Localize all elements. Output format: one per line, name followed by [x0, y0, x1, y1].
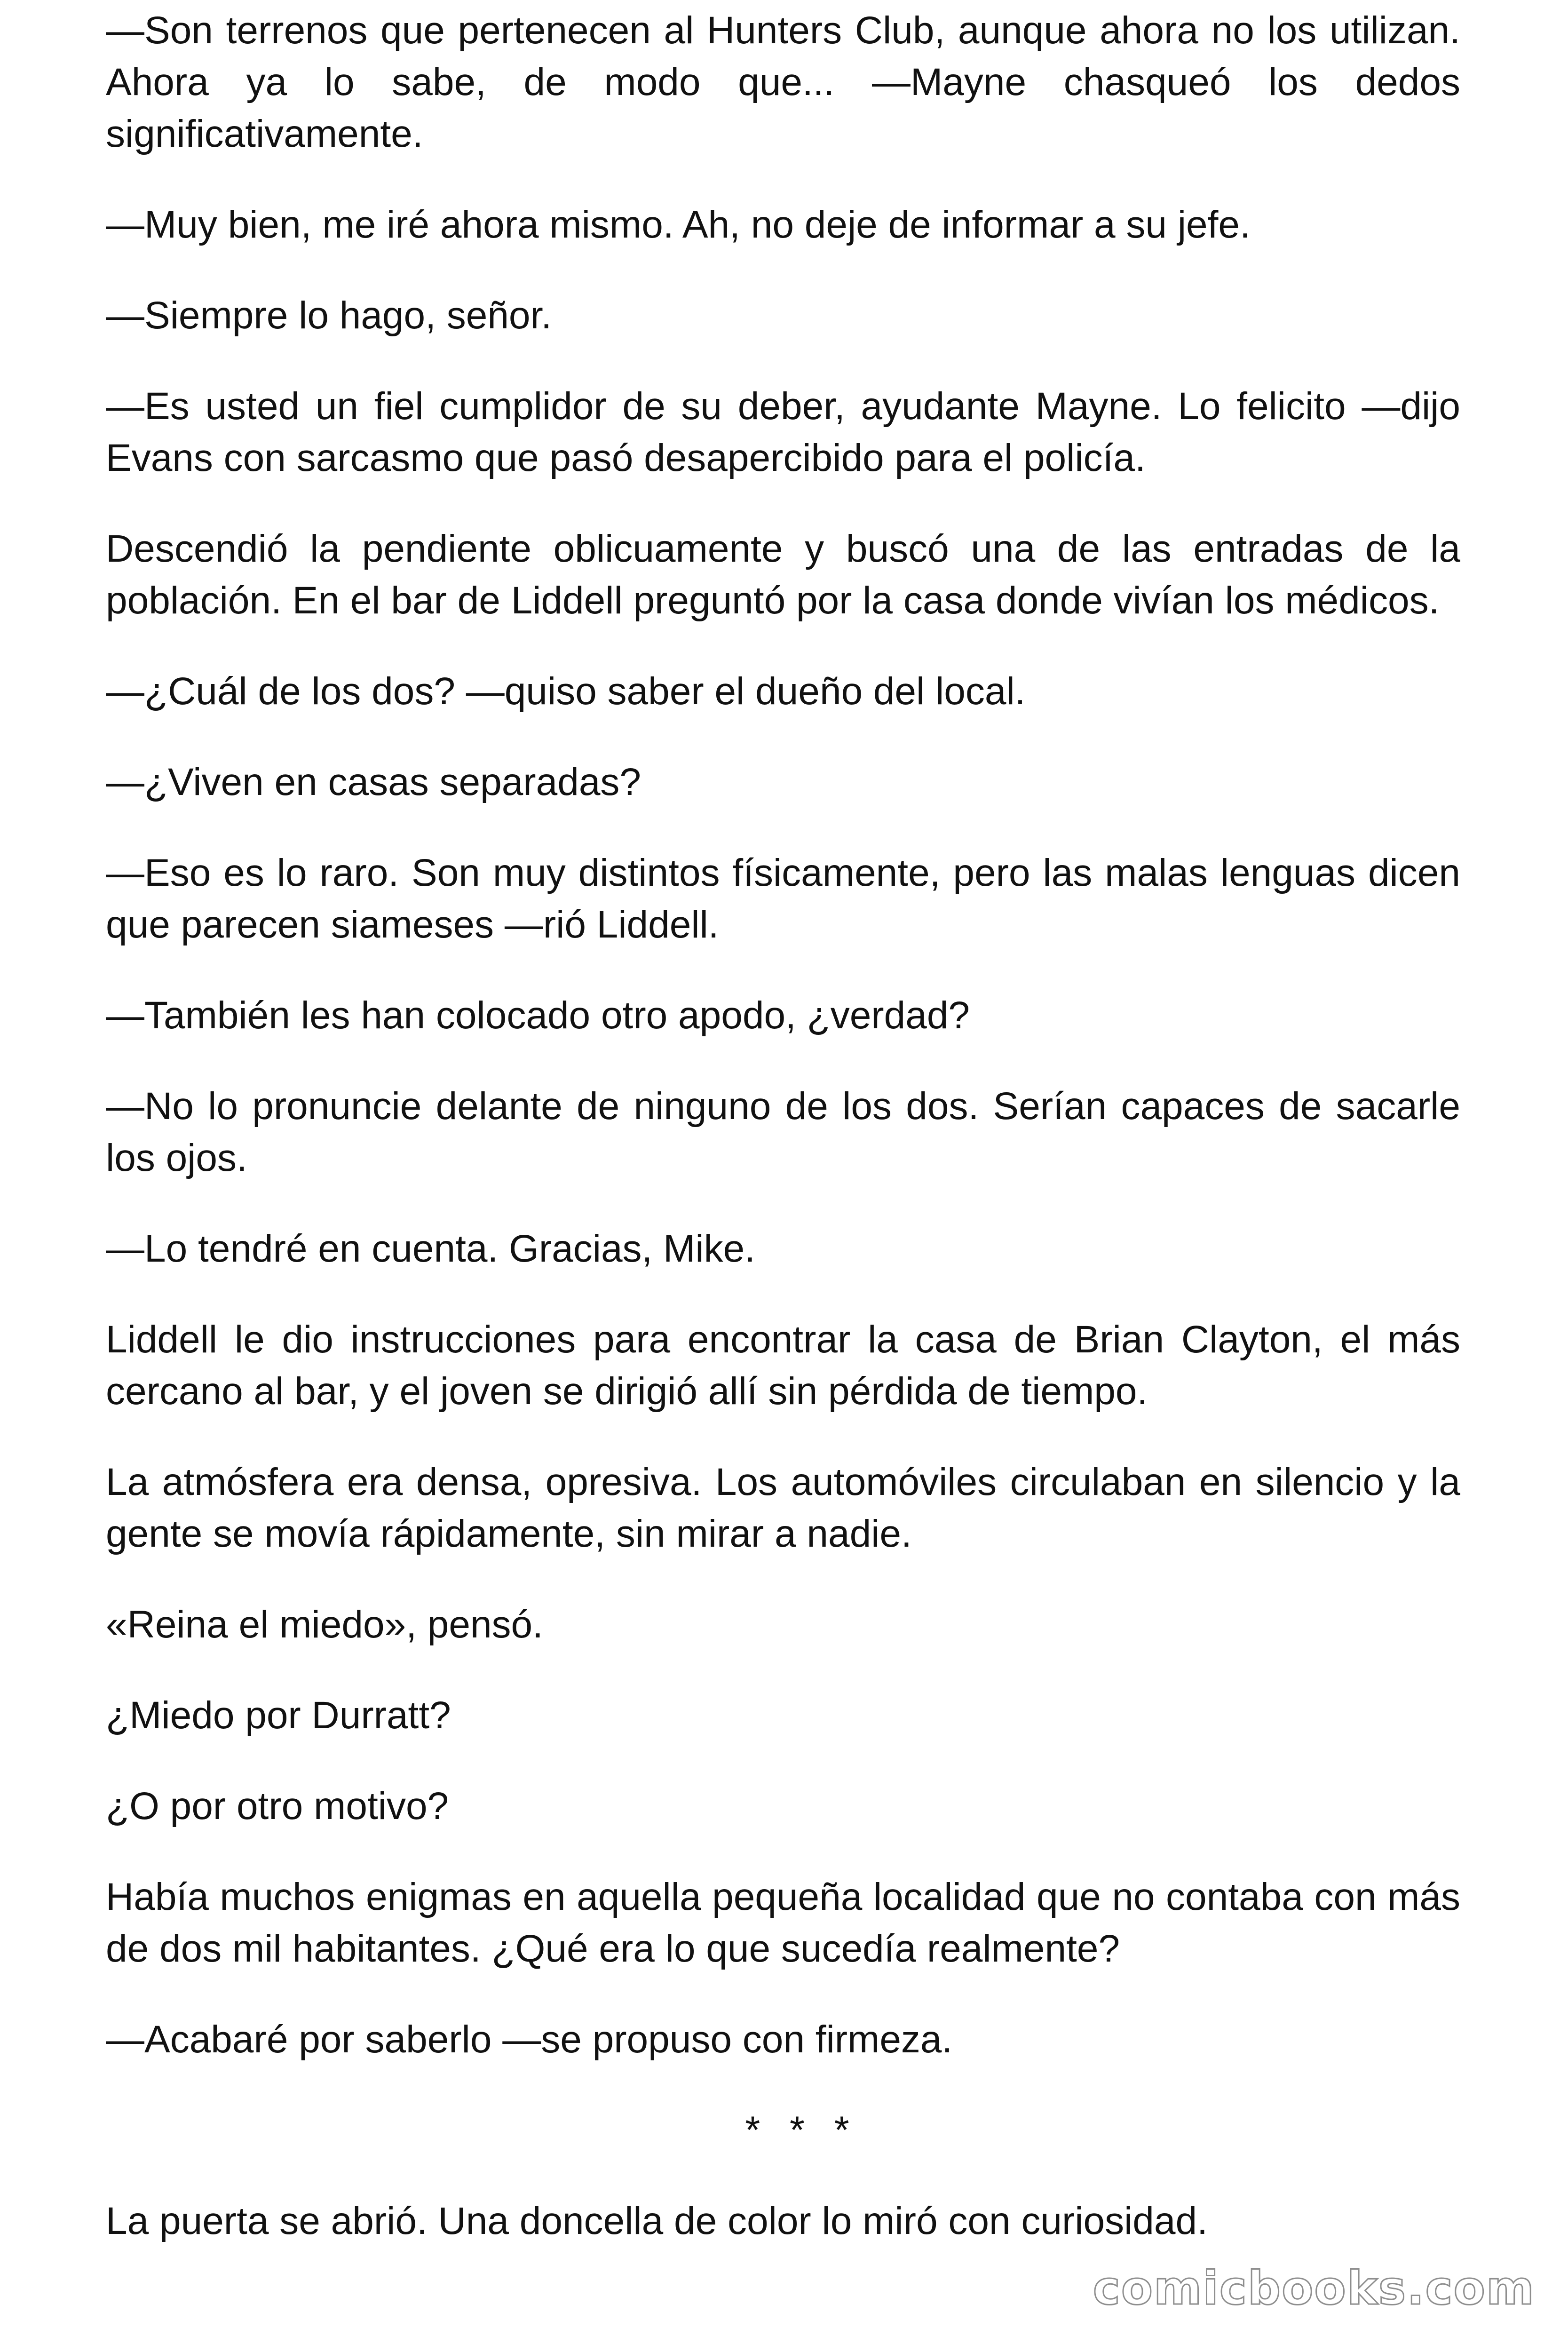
paragraph: —No lo pronuncie delante de ninguno de los dos. Serían capaces de sacarle los ojos.	[106, 1085, 1460, 1179]
paragraph: «Reina el miedo», pensó.	[106, 1603, 543, 1646]
last-paragraph: La puerta se abrió. Una doncella de color lo miró con curiosidad.	[106, 2200, 1208, 2242]
paragraph: —Muy bien, me iré ahora mismo. Ah, no deje de informar a su jefe.	[106, 203, 1251, 246]
paragraph: —¿Viven en casas separadas?	[106, 761, 641, 803]
paragraph: —Son terrenos que pertenecen al Hunters Club, aunque ahora no los utilizan. Ahora ya lo sabe, de modo que... —Mayne chasqueó los dedos significativamente.	[106, 9, 1460, 155]
watermark-logo: comicbooks.com	[1093, 2262, 1535, 2315]
paragraph: —Lo tendré en cuenta. Gracias, Mike.	[106, 1227, 756, 1270]
paragraph: —Acabaré por saberlo —se propuso con firmeza.	[106, 2018, 953, 2061]
document-page	[106, 5, 1460, 2247]
section-separator: * * *	[745, 2109, 859, 2152]
paragraph: ¿O por otro motivo?	[106, 1785, 449, 1828]
paragraph: Descendió la pendiente oblicuamente y buscó una de las entradas de la población. En el bar de Liddell preguntó por la casa donde vivían los médicos.	[106, 527, 1460, 622]
paragraph: Liddell le dio instrucciones para encontrar la casa de Brian Clayton, el más cercano al bar, y el joven se dirigió allí sin pérdida de tiempo.	[106, 1318, 1460, 1413]
paragraph: La atmósfera era densa, opresiva. Los automóviles circulaban en silencio y la gente se movía rápidamente, sin mirar a nadie.	[106, 1461, 1460, 1555]
paragraph: —Siempre lo hago, señor.	[106, 294, 552, 337]
paragraph: —Es usted un fiel cumplidor de su deber, ayudante Mayne. Lo felicito —dijo Evans con sarcasmo que pasó desapercibido para el policía.	[106, 385, 1460, 479]
paragraph: —Eso es lo raro. Son muy distintos físicamente, pero las malas lenguas dicen que parecen siameses —rió Liddell.	[106, 851, 1460, 946]
paragraph: —¿Cuál de los dos? —quiso saber el dueño del local.	[106, 670, 1026, 713]
paragraph: Había muchos enigmas en aquella pequeña localidad que no contaba con más de dos mil habitantes. ¿Qué era lo que sucedía realmente?	[106, 1875, 1460, 1970]
paragraph: —También les han colocado otro apodo, ¿verdad?	[106, 994, 970, 1037]
paragraph: ¿Miedo por Durratt?	[106, 1694, 451, 1737]
